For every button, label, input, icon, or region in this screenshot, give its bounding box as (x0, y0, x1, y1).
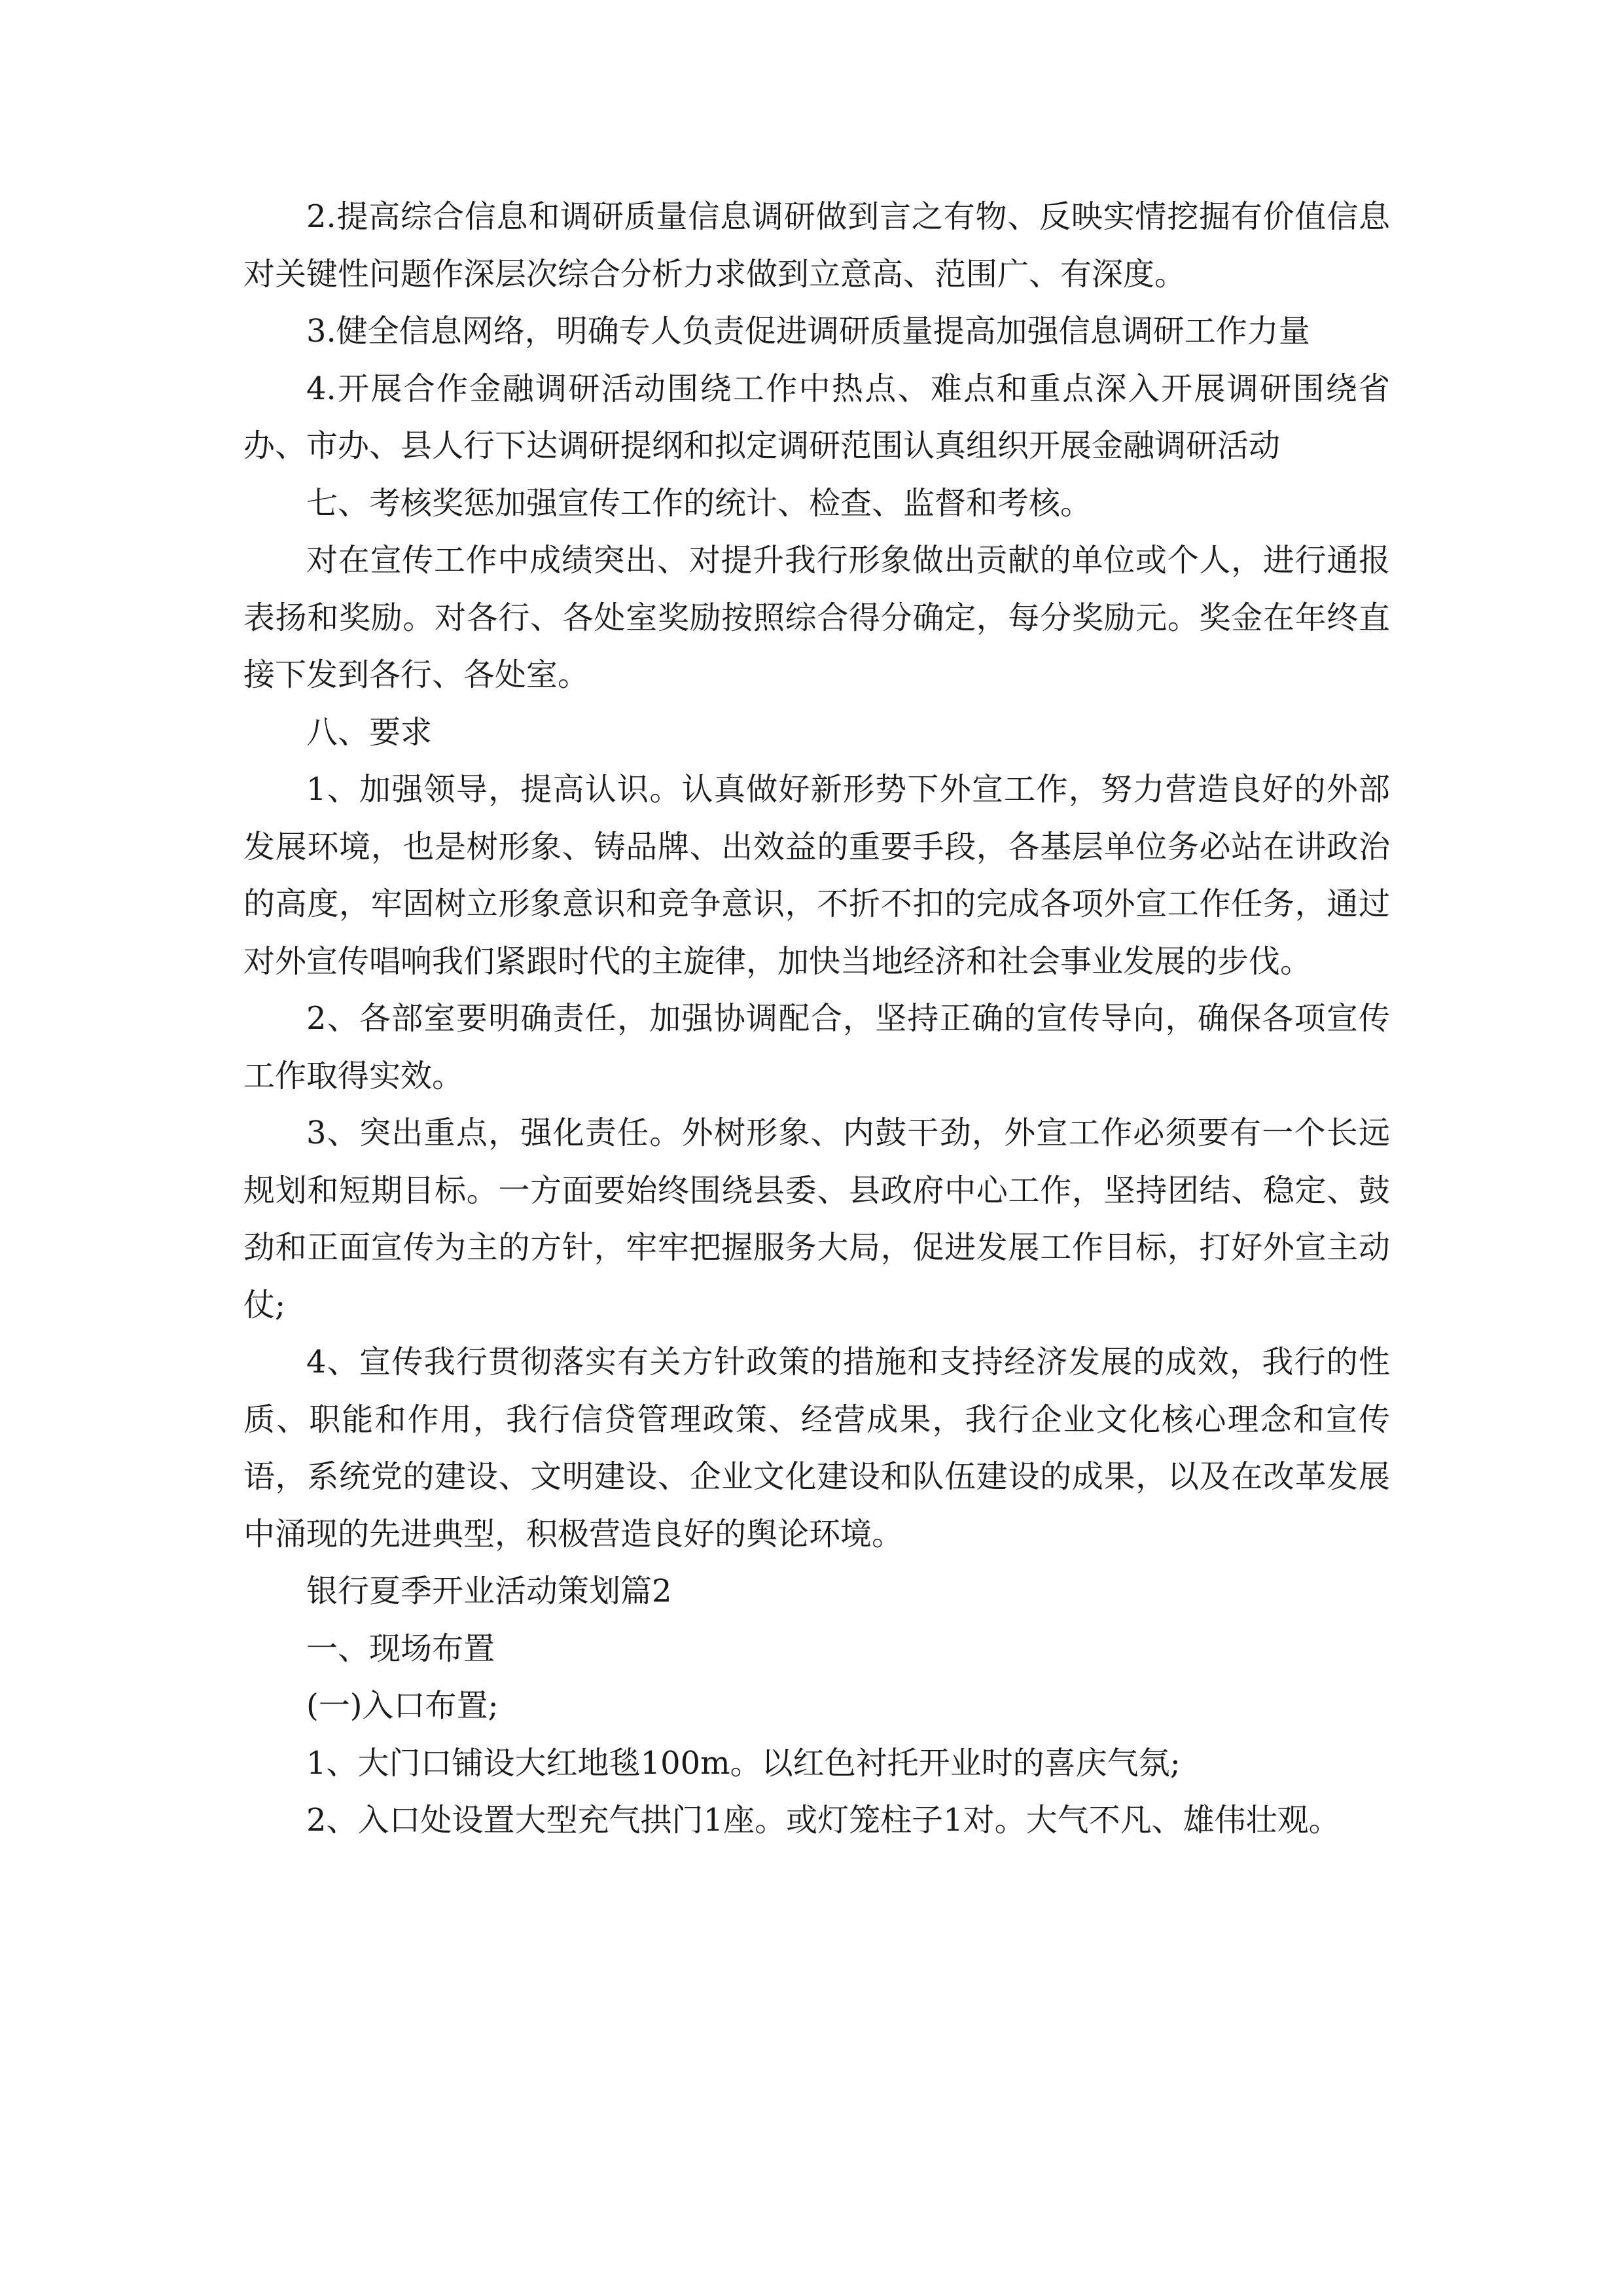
paragraph-arch: 2、入口处设置大型充气拱门1座。或灯笼柱子1对。大气不凡、雄伟壮观。 (306, 1802, 1340, 1839)
paragraph-requirement-2: 2、各部室要明确责任，加强协调配合，坚持正确的宣传导向，确保各项宣传工作取得实效。 (243, 1000, 1390, 1094)
heading-article-2: 银行夏季开业活动策划篇2 (306, 1573, 672, 1609)
paragraph-requirement-4: 4、宣传我行贯彻落实有关方针政策的措施和支持经济发展的成效，我行的性质、职能和作用，我行信贷管理政策、经营成果，我行企业文化核心理念和宣传语，系统党的建设、文明建设、企业文化建设和队伍建设的成果，以及在改革发展中涌现的先进典型，积极营造良好的舆论环境。 (243, 1344, 1390, 1552)
paragraph-requirement-3: 3、突出重点，强化责任。外树形象、内鼓干劲，外宣工作必须要有一个长远规划和短期目标。一方面要始终围绕县委、县政府中心工作，坚持团结、稳定、鼓劲和正面宣传为主的方针，牢牢把握服务大局，促进发展工作目标，打好外宣主动仗; (243, 1115, 1390, 1323)
heading-entrance-layout: (一)入口布置; (306, 1687, 499, 1724)
paragraph-finance-research: 4.开展合作金融调研活动围绕工作中热点、难点和重点深入开展调研围绕省办、市办、县人行下达调研提纲和拟定调研范围认真组织开展金融调研活动 (243, 370, 1390, 464)
paragraph-info-quality: 2.提高综合信息和调研质量信息调研做到言之有物、反映实情挖掘有价值信息对关键性问题作深层次综合分析力求做到立意高、范围广、有深度。 (243, 198, 1390, 293)
document-body (243, 188, 1390, 1850)
paragraph-info-network: 3.健全信息网络，明确专人负责促进调研质量提高加强信息调研工作力量 (306, 313, 1310, 350)
paragraph-rewards: 对在宣传工作中成绩突出、对提升我行形象做出贡献的单位或个人，进行通报表扬和奖励。对各行、各处室奖励按照综合得分确定，每分奖励元。奖金在年终直接下发到各行、各处室。 (243, 542, 1390, 693)
heading-requirements: 八、要求 (306, 713, 433, 751)
heading-assessment: 七、考核奖惩加强宣传工作的统计、检查、监督和考核。 (306, 484, 1092, 522)
heading-site-layout: 一、现场布置 (306, 1630, 495, 1667)
paragraph-red-carpet: 1、大门口铺设大红地毯100m。以红色衬托开业时的喜庆气氛; (306, 1744, 1181, 1782)
paragraph-requirement-1: 1、加强领导，提高认识。认真做好新形势下外宣工作，努力营造良好的外部发展环境，也是树形象、铸品牌、出效益的重要手段，各基层单位务必站在讲政治的高度，牢固树立形象意识和竞争意识，不折不扣的完成各项外宣工作任务，通过对外宣传唱响我们紧跟时代的主旋律，加快当地经济和社会事业发展的步伐。 (243, 771, 1390, 980)
